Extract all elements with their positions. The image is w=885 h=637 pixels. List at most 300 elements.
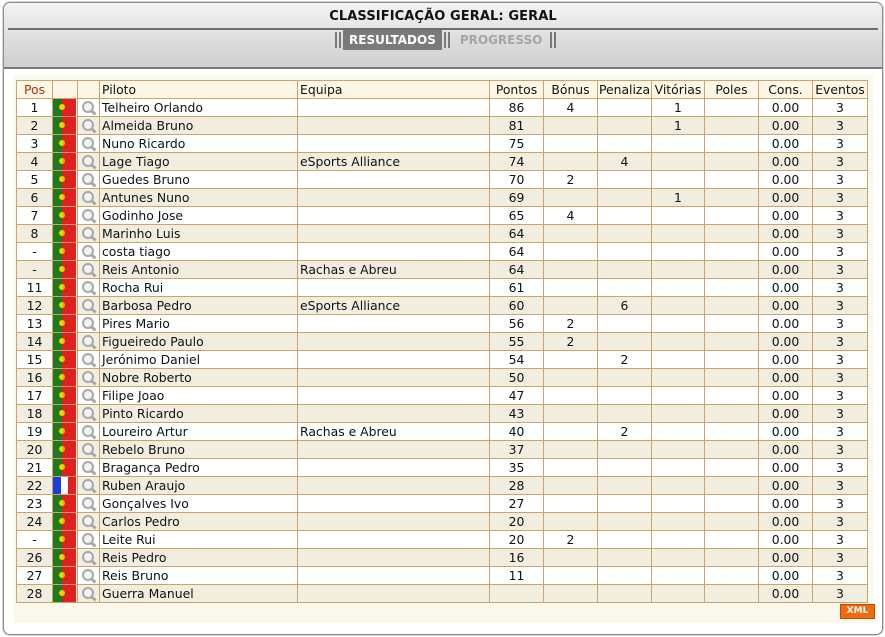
table-row <box>17 513 868 531</box>
cell-poles <box>705 333 759 351</box>
details-cell <box>78 513 100 531</box>
table-row <box>17 135 868 153</box>
cell-penaliza <box>598 495 652 513</box>
cell-bonus <box>544 549 598 567</box>
cell-pontos: 65 <box>490 207 544 225</box>
details-cell <box>78 351 100 369</box>
cell-pos: - <box>17 261 53 279</box>
col-header-piloto[interactable]: Piloto <box>100 81 298 99</box>
cell-piloto[interactable]: Ruben Araujo <box>100 477 298 495</box>
cell-bonus: 4 <box>544 207 598 225</box>
cell-pontos: 37 <box>490 441 544 459</box>
col-header-pontos[interactable]: Pontos <box>490 81 544 99</box>
cell-bonus <box>544 369 598 387</box>
portugal-flag-icon <box>53 261 76 278</box>
cell-eventos: 3 <box>813 531 868 549</box>
cell-bonus <box>544 135 598 153</box>
cell-pos: 11 <box>17 279 53 297</box>
cell-piloto[interactable]: Antunes Nuno <box>100 189 298 207</box>
cell-equipa <box>298 441 490 459</box>
table-row <box>17 351 868 369</box>
cell-cons: 0.00 <box>759 369 813 387</box>
flag-cell <box>53 135 78 153</box>
window-frame <box>3 2 883 635</box>
flag-cell <box>53 495 78 513</box>
cell-vitorias <box>652 279 705 297</box>
cell-pos: 13 <box>17 315 53 333</box>
magnifier-icon[interactable] <box>81 443 97 457</box>
flag-cell <box>53 477 78 495</box>
cell-eventos: 3 <box>813 117 868 135</box>
cell-piloto[interactable]: Rebelo Bruno <box>100 441 298 459</box>
cell-eventos: 3 <box>813 279 868 297</box>
cell-eventos: 3 <box>813 459 868 477</box>
details-cell <box>78 279 100 297</box>
page-title: CLASSIFICAÇÃO GERAL: GERAL <box>329 9 557 24</box>
cell-penaliza <box>598 459 652 477</box>
cell-pontos: 16 <box>490 549 544 567</box>
cell-vitorias <box>652 531 705 549</box>
cell-piloto[interactable]: Rocha Rui <box>100 279 298 297</box>
cell-eventos: 3 <box>813 477 868 495</box>
flag-cell <box>53 117 78 135</box>
cell-pontos: 70 <box>490 171 544 189</box>
magnifier-icon[interactable] <box>81 281 97 295</box>
magnifier-icon[interactable] <box>81 299 97 313</box>
flag-cell <box>53 207 78 225</box>
cell-penaliza: 2 <box>598 351 652 369</box>
cell-pos: 16 <box>17 369 53 387</box>
cell-penaliza <box>598 567 652 585</box>
details-cell <box>78 549 100 567</box>
cell-penaliza <box>598 279 652 297</box>
portugal-flag-icon <box>53 99 76 116</box>
cell-penaliza <box>598 99 652 117</box>
flag-cell <box>53 585 78 603</box>
cell-penaliza <box>598 117 652 135</box>
cell-eventos: 3 <box>813 513 868 531</box>
cell-piloto[interactable]: Figueiredo Paulo <box>100 333 298 351</box>
cell-penaliza <box>598 135 652 153</box>
cell-piloto[interactable]: Guedes Bruno <box>100 171 298 189</box>
cell-cons: 0.00 <box>759 513 813 531</box>
magnifier-icon[interactable] <box>81 515 97 529</box>
cell-vitorias <box>652 405 705 423</box>
cell-penaliza: 2 <box>598 423 652 441</box>
cell-bonus: 2 <box>544 315 598 333</box>
cell-piloto[interactable]: Guerra Manuel <box>100 585 298 603</box>
flag-cell <box>53 99 78 117</box>
cell-piloto[interactable]: Leite Rui <box>100 531 298 549</box>
col-header-equipa[interactable]: Equipa <box>298 81 490 99</box>
magnifier-icon[interactable] <box>81 119 97 133</box>
details-cell <box>78 243 100 261</box>
cell-pos: 21 <box>17 459 53 477</box>
cell-pontos <box>490 585 544 603</box>
tab-progresso[interactable]: PROGRESSO <box>459 33 543 47</box>
table-row <box>17 297 868 315</box>
portugal-flag-icon <box>53 513 76 530</box>
cell-poles <box>705 549 759 567</box>
portugal-flag-icon <box>53 423 76 440</box>
cell-bonus <box>544 351 598 369</box>
col-header-eventos[interactable]: Eventos <box>813 81 868 99</box>
cell-cons: 0.00 <box>759 477 813 495</box>
cell-pontos: 64 <box>490 261 544 279</box>
cell-poles <box>705 279 759 297</box>
cell-vitorias <box>652 567 705 585</box>
portugal-flag-icon <box>53 171 76 188</box>
cell-cons: 0.00 <box>759 99 813 117</box>
cell-piloto[interactable]: Bragança Pedro <box>100 459 298 477</box>
cell-equipa <box>298 567 490 585</box>
cell-vitorias <box>652 387 705 405</box>
magnifier-icon[interactable] <box>81 461 97 475</box>
magnifier-icon[interactable] <box>81 209 97 223</box>
cell-pos: 7 <box>17 207 53 225</box>
magnifier-icon[interactable] <box>81 173 97 187</box>
cell-penaliza <box>598 405 652 423</box>
cell-eventos: 3 <box>813 333 868 351</box>
cell-piloto[interactable]: Nobre Roberto <box>100 369 298 387</box>
col-header-flag <box>53 81 78 99</box>
cell-poles <box>705 117 759 135</box>
cell-piloto[interactable]: Telheiro Orlando <box>100 99 298 117</box>
flag-cell <box>53 567 78 585</box>
cell-vitorias <box>652 207 705 225</box>
results-panel <box>13 75 873 623</box>
cell-equipa <box>298 225 490 243</box>
cell-equipa <box>298 495 490 513</box>
cell-piloto[interactable]: Carlos Pedro <box>100 513 298 531</box>
details-cell <box>78 441 100 459</box>
magnifier-icon[interactable] <box>81 101 97 115</box>
cell-piloto[interactable]: Loureiro Artur <box>100 423 298 441</box>
magnifier-icon[interactable] <box>81 407 97 421</box>
portugal-flag-icon <box>53 567 76 584</box>
cell-vitorias <box>652 171 705 189</box>
portugal-flag-icon <box>53 351 76 368</box>
cell-pontos: 81 <box>490 117 544 135</box>
magnifier-icon[interactable] <box>81 317 97 331</box>
tab-separator <box>550 32 558 48</box>
portugal-flag-icon <box>53 243 76 260</box>
cell-bonus: 2 <box>544 171 598 189</box>
cell-piloto[interactable]: Barbosa Pedro <box>100 297 298 315</box>
details-cell <box>78 459 100 477</box>
details-cell <box>78 423 100 441</box>
magnifier-icon[interactable] <box>81 587 97 601</box>
portugal-flag-icon <box>53 189 76 206</box>
table-header-row <box>17 81 868 99</box>
details-cell <box>78 387 100 405</box>
magnifier-icon[interactable] <box>81 497 97 511</box>
cell-bonus <box>544 567 598 585</box>
cell-pontos: 43 <box>490 405 544 423</box>
table-row <box>17 459 868 477</box>
flag-cell <box>53 225 78 243</box>
cell-poles <box>705 243 759 261</box>
col-header-poles[interactable]: Poles <box>705 81 759 99</box>
col-header-pos[interactable]: Pos <box>17 81 53 99</box>
cell-pos: 26 <box>17 549 53 567</box>
cell-bonus: 2 <box>544 531 598 549</box>
cell-piloto[interactable]: Marinho Luis <box>100 225 298 243</box>
cell-bonus <box>544 513 598 531</box>
cell-bonus <box>544 261 598 279</box>
cell-piloto[interactable]: Reis Pedro <box>100 549 298 567</box>
cell-poles <box>705 387 759 405</box>
cell-pos: 19 <box>17 423 53 441</box>
details-cell <box>78 315 100 333</box>
flag-cell <box>53 405 78 423</box>
cell-equipa <box>298 369 490 387</box>
cell-vitorias <box>652 351 705 369</box>
cell-eventos: 3 <box>813 549 868 567</box>
table-row <box>17 369 868 387</box>
cell-vitorias <box>652 315 705 333</box>
cell-penaliza <box>598 477 652 495</box>
cell-pontos: 64 <box>490 225 544 243</box>
cell-pontos: 69 <box>490 189 544 207</box>
cell-cons: 0.00 <box>759 459 813 477</box>
flag-cell <box>53 333 78 351</box>
cell-penaliza <box>598 225 652 243</box>
table-row <box>17 225 868 243</box>
xml-export-button[interactable]: XML <box>840 604 875 619</box>
cell-eventos: 3 <box>813 315 868 333</box>
cell-poles <box>705 171 759 189</box>
table-row <box>17 585 868 603</box>
cell-eventos: 3 <box>813 585 868 603</box>
cell-pos: 12 <box>17 297 53 315</box>
cell-vitorias: 1 <box>652 99 705 117</box>
cell-pontos: 50 <box>490 369 544 387</box>
cell-bonus <box>544 297 598 315</box>
cell-pos: 2 <box>17 117 53 135</box>
portugal-flag-icon <box>53 207 76 224</box>
table-row <box>17 495 868 513</box>
cell-poles <box>705 207 759 225</box>
flag-cell <box>53 171 78 189</box>
cell-penaliza: 4 <box>598 153 652 171</box>
cell-bonus <box>544 279 598 297</box>
cell-vitorias <box>652 225 705 243</box>
cell-penaliza <box>598 441 652 459</box>
table-row <box>17 153 868 171</box>
flag-cell <box>53 351 78 369</box>
cell-vitorias <box>652 333 705 351</box>
cell-piloto[interactable]: Pires Mario <box>100 315 298 333</box>
flag-cell <box>53 261 78 279</box>
cell-piloto[interactable]: Filipe Joao <box>100 387 298 405</box>
cell-pos: 18 <box>17 405 53 423</box>
details-cell <box>78 495 100 513</box>
magnifier-icon[interactable] <box>81 533 97 547</box>
table-row <box>17 207 868 225</box>
cell-cons: 0.00 <box>759 405 813 423</box>
cell-bonus <box>544 495 598 513</box>
cell-vitorias <box>652 441 705 459</box>
cell-cons: 0.00 <box>759 495 813 513</box>
cell-pontos: 27 <box>490 495 544 513</box>
magnifier-icon[interactable] <box>81 191 97 205</box>
magnifier-icon[interactable] <box>81 245 97 259</box>
cell-piloto[interactable]: Lage Tiago <box>100 153 298 171</box>
cell-equipa <box>298 117 490 135</box>
cell-bonus <box>544 459 598 477</box>
flag-cell <box>53 243 78 261</box>
cell-penaliza <box>598 171 652 189</box>
details-cell <box>78 297 100 315</box>
cell-equipa <box>298 333 490 351</box>
cell-pontos: 47 <box>490 387 544 405</box>
header-bar <box>4 3 882 69</box>
cell-pontos: 20 <box>490 531 544 549</box>
cell-bonus <box>544 477 598 495</box>
cell-penaliza <box>598 243 652 261</box>
table-row <box>17 531 868 549</box>
col-header-vitorias[interactable]: Vitórias <box>652 81 705 99</box>
tab-bar <box>335 30 560 50</box>
flag-cell <box>53 423 78 441</box>
table-row <box>17 387 868 405</box>
magnifier-icon[interactable] <box>81 371 97 385</box>
magnifier-icon[interactable] <box>81 479 97 493</box>
cell-poles <box>705 531 759 549</box>
cell-piloto[interactable]: Godinho Jose <box>100 207 298 225</box>
cell-cons: 0.00 <box>759 441 813 459</box>
cell-pontos: 11 <box>490 567 544 585</box>
cell-equipa: Rachas e Abreu <box>298 423 490 441</box>
cell-penaliza <box>598 315 652 333</box>
portugal-flag-icon <box>53 585 76 602</box>
portugal-flag-icon <box>53 369 76 386</box>
cell-pos: 23 <box>17 495 53 513</box>
details-cell <box>78 117 100 135</box>
table-row <box>17 99 868 117</box>
flag-cell <box>53 279 78 297</box>
cell-pos: 4 <box>17 153 53 171</box>
cell-eventos: 3 <box>813 99 868 117</box>
cell-eventos: 3 <box>813 153 868 171</box>
table-row <box>17 279 868 297</box>
table-row <box>17 243 868 261</box>
cell-pontos: 75 <box>490 135 544 153</box>
magnifier-icon[interactable] <box>81 389 97 403</box>
portugal-flag-icon <box>53 405 76 422</box>
portugal-flag-icon <box>53 459 76 476</box>
magnifier-icon[interactable] <box>81 155 97 169</box>
cell-vitorias <box>652 261 705 279</box>
cell-eventos: 3 <box>813 423 868 441</box>
cell-pontos: 86 <box>490 99 544 117</box>
cell-pos: 15 <box>17 351 53 369</box>
table-row <box>17 117 868 135</box>
cell-eventos: 3 <box>813 387 868 405</box>
cell-bonus <box>544 441 598 459</box>
magnifier-icon[interactable] <box>81 227 97 241</box>
cell-penaliza <box>598 585 652 603</box>
cell-piloto[interactable]: Gonçalves Ivo <box>100 495 298 513</box>
cell-eventos: 3 <box>813 225 868 243</box>
flag-cell <box>53 369 78 387</box>
table-row <box>17 189 868 207</box>
cell-piloto[interactable]: Pinto Ricardo <box>100 405 298 423</box>
col-header-penaliza[interactable]: Penaliza <box>598 82 651 97</box>
cell-piloto[interactable]: Reis Bruno <box>100 567 298 585</box>
cell-piloto[interactable]: Almeida Bruno <box>100 117 298 135</box>
france-flag-icon <box>53 477 76 494</box>
details-cell <box>78 405 100 423</box>
cell-cons: 0.00 <box>759 333 813 351</box>
cell-penaliza <box>598 189 652 207</box>
portugal-flag-icon <box>53 135 76 152</box>
cell-bonus: 2 <box>544 333 598 351</box>
cell-pos: 5 <box>17 171 53 189</box>
magnifier-icon[interactable] <box>81 137 97 151</box>
magnifier-icon[interactable] <box>81 551 97 565</box>
col-header-cons[interactable]: Cons. <box>759 81 813 99</box>
cell-piloto[interactable]: Nuno Ricardo <box>100 135 298 153</box>
cell-vitorias <box>652 549 705 567</box>
magnifier-icon[interactable] <box>81 353 97 367</box>
cell-pontos: 54 <box>490 351 544 369</box>
cell-penaliza <box>598 333 652 351</box>
magnifier-icon[interactable] <box>81 263 97 277</box>
cell-bonus: 4 <box>544 99 598 117</box>
details-cell <box>78 99 100 117</box>
cell-pos: 6 <box>17 189 53 207</box>
cell-pontos: 40 <box>490 423 544 441</box>
cell-piloto[interactable]: costa tiago <box>100 243 298 261</box>
cell-pos: 28 <box>17 585 53 603</box>
cell-pos: - <box>17 243 53 261</box>
magnifier-icon[interactable] <box>81 569 97 583</box>
flag-cell <box>53 513 78 531</box>
col-header-bonus[interactable]: Bónus <box>544 81 598 99</box>
cell-cons: 0.00 <box>759 567 813 585</box>
cell-eventos: 3 <box>813 243 868 261</box>
cell-penaliza <box>598 513 652 531</box>
cell-pos: 22 <box>17 477 53 495</box>
cell-bonus <box>544 243 598 261</box>
tab-resultados[interactable]: RESULTADOS <box>343 30 442 50</box>
standings-table <box>16 80 868 603</box>
magnifier-icon[interactable] <box>81 425 97 439</box>
cell-pos: 1 <box>17 99 53 117</box>
cell-poles <box>705 315 759 333</box>
cell-equipa: Rachas e Abreu <box>298 261 490 279</box>
cell-piloto[interactable]: Reis Antonio <box>100 261 298 279</box>
table-row <box>17 261 868 279</box>
cell-piloto[interactable]: Jerónimo Daniel <box>100 351 298 369</box>
cell-bonus <box>544 225 598 243</box>
flag-cell <box>53 189 78 207</box>
magnifier-icon[interactable] <box>81 335 97 349</box>
cell-cons: 0.00 <box>759 585 813 603</box>
cell-equipa <box>298 315 490 333</box>
cell-equipa <box>298 189 490 207</box>
portugal-flag-icon <box>53 531 76 548</box>
details-cell <box>78 171 100 189</box>
portugal-flag-icon <box>53 549 76 566</box>
details-cell <box>78 531 100 549</box>
flag-cell <box>53 153 78 171</box>
flag-cell <box>53 297 78 315</box>
cell-poles <box>705 261 759 279</box>
cell-poles <box>705 351 759 369</box>
